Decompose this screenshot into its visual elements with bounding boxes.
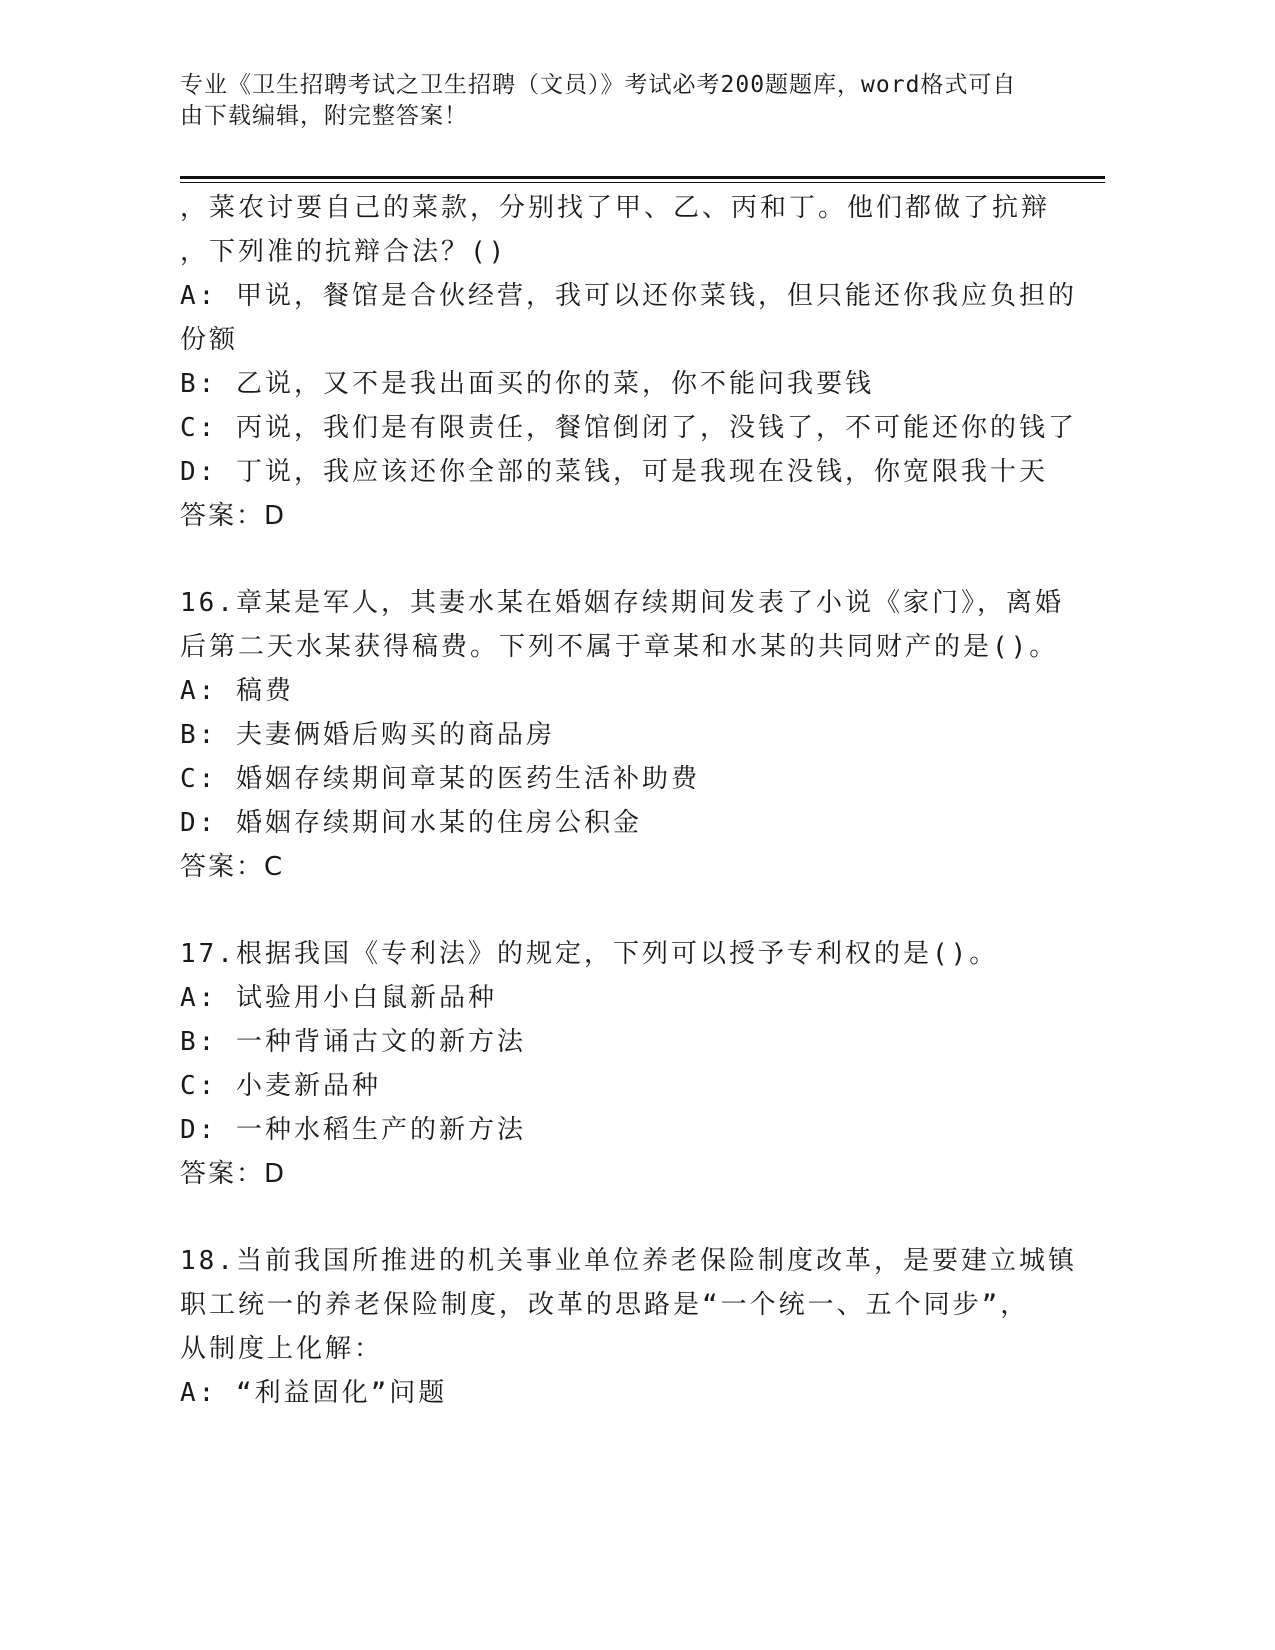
question-stem: ，下列准的抗辩合法？() — [180, 237, 508, 267]
question-18 — [180, 1239, 1077, 1415]
option-b: B: 一种背诵古文的新方法 — [180, 1027, 526, 1057]
option-a-continued: 份额 — [180, 325, 239, 355]
question-stem: 16.章某是军人，其妻水某在婚姻存续期间发表了小说《家门》，离婚 — [180, 588, 1064, 618]
answer-label: 答案：D — [180, 501, 287, 531]
spacer — [180, 1196, 1060, 1239]
question-stem: 18.当前我国所推进的机关事业单位养老保险制度改革，是要建立城镇 — [180, 1246, 1077, 1276]
answer-label: 答案：D — [180, 1159, 287, 1189]
option-d: D: 丁说，我应该还你全部的菜钱，可是我现在没钱，你宽限我十天 — [180, 457, 1048, 487]
option-c: C: 小麦新品种 — [180, 1071, 381, 1101]
question-stem: 后第二天水某获得稿费。下列不属于章某和水某的共同财产的是()。 — [180, 632, 1059, 662]
spacer — [180, 889, 1060, 932]
question-stem: 17.根据我国《专利法》的规定，下列可以授予专利权的是()。 — [180, 939, 999, 969]
spacer — [180, 538, 1060, 581]
option-c: C: 婚姻存续期间章某的医药生活补助费 — [180, 764, 700, 794]
option-a: A: “利益固化”问题 — [180, 1378, 448, 1408]
header-divider-thick — [180, 176, 1105, 179]
question-list — [180, 186, 1077, 1415]
header-title-line-1: 专业《卫生招聘考试之卫生招聘（文员）》考试必考200题题库，word格式可自 — [180, 72, 1017, 98]
option-b: B: 夫妻俩婚后购买的商品房 — [180, 720, 555, 750]
page-header — [180, 70, 1060, 132]
option-b: B: 乙说，又不是我出面买的你的菜，你不能问我要钱 — [180, 369, 874, 399]
option-d: D: 一种水稻生产的新方法 — [180, 1115, 526, 1145]
question-stem: ，菜农讨要自己的菜款，分别找了甲、乙、丙和丁。他们都做了抗辩 — [180, 193, 1051, 223]
question-stem: 从制度上化解： — [180, 1334, 384, 1364]
answer-label: 答案：C — [180, 852, 285, 882]
header-title-line-2: 由下载编辑，附完整答案！ — [180, 103, 468, 129]
question-17 — [180, 932, 1060, 1196]
question-15 — [180, 186, 1077, 538]
option-a: A: 甲说，餐馆是合伙经营，我可以还你菜钱，但只能还你我应负担的 — [180, 281, 1077, 311]
header-divider-thin — [180, 182, 1105, 183]
option-c: C: 丙说，我们是有限责任，餐馆倒闭了，没钱了，不可能还你的钱了 — [180, 413, 1077, 443]
question-stem: 职工统一的养老保险制度，改革的思路是“一个统一、五个同步”， — [180, 1290, 1030, 1320]
option-a: A: 稿费 — [180, 676, 294, 706]
option-d: D: 婚姻存续期间水某的住房公积金 — [180, 808, 642, 838]
option-a: A: 试验用小白鼠新品种 — [180, 983, 497, 1013]
question-16 — [180, 581, 1064, 889]
